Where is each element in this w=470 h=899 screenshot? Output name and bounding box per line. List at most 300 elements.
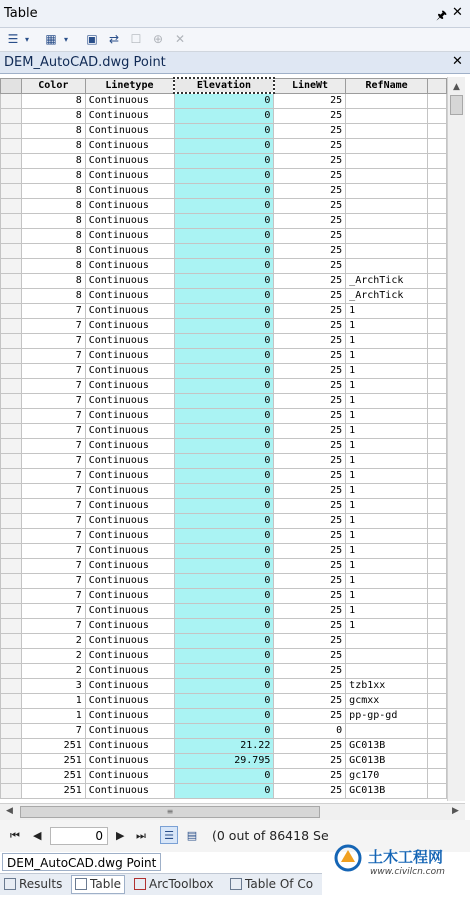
cell-color[interactable]: 251	[21, 753, 85, 768]
cell-linetype[interactable]: Continuous	[85, 543, 174, 558]
pin-icon[interactable]: 🖈	[436, 8, 448, 22]
cell-linewt[interactable]: 25	[274, 528, 346, 543]
cell-elevation[interactable]: 0	[174, 378, 274, 393]
cell-color[interactable]: 8	[21, 258, 85, 273]
cell-linewt[interactable]: 25	[274, 423, 346, 438]
cell-elevation[interactable]: 0	[174, 198, 274, 213]
table-row[interactable]	[1, 393, 447, 408]
cell-linewt[interactable]: 25	[274, 738, 346, 753]
cell-refname[interactable]: 1	[346, 558, 428, 573]
cell-linewt[interactable]: 25	[274, 393, 346, 408]
show-selected-records-icon[interactable]: ▤	[186, 828, 198, 842]
cell-linetype[interactable]: Continuous	[85, 513, 174, 528]
cell-color[interactable]: 7	[21, 363, 85, 378]
cell-linetype[interactable]: Continuous	[85, 228, 174, 243]
cell-linetype[interactable]: Continuous	[85, 198, 174, 213]
cell-elevation[interactable]: 0	[174, 678, 274, 693]
table-row[interactable]	[1, 603, 447, 618]
table-row[interactable]	[1, 498, 447, 513]
table-row[interactable]	[1, 153, 447, 168]
cell-linewt[interactable]: 25	[274, 258, 346, 273]
cell-elevation[interactable]: 0	[174, 348, 274, 363]
cell-next[interactable]	[428, 783, 447, 798]
cell-color[interactable]: 7	[21, 333, 85, 348]
cell-refname[interactable]: GC013B	[346, 783, 428, 798]
cell-linewt[interactable]: 25	[274, 348, 346, 363]
cell-next[interactable]	[428, 528, 447, 543]
cell-elevation[interactable]: 0	[174, 648, 274, 663]
cell-linewt[interactable]: 25	[274, 243, 346, 258]
cell-linewt[interactable]: 25	[274, 228, 346, 243]
cell-next[interactable]	[428, 123, 447, 138]
cell-elevation[interactable]: 0	[174, 228, 274, 243]
row-selector[interactable]	[1, 693, 22, 708]
cell-linetype[interactable]: Continuous	[85, 693, 174, 708]
table-row[interactable]	[1, 693, 447, 708]
table-row[interactable]	[1, 423, 447, 438]
cell-color[interactable]: 7	[21, 528, 85, 543]
cell-linewt[interactable]: 25	[274, 138, 346, 153]
cell-refname[interactable]: 1	[346, 513, 428, 528]
table-row[interactable]	[1, 663, 447, 678]
cell-next[interactable]	[428, 138, 447, 153]
last-record-icon[interactable]: ⏭	[136, 829, 146, 842]
cell-elevation[interactable]: 0	[174, 663, 274, 678]
close-window-icon[interactable]: ✕	[452, 5, 463, 20]
cell-color[interactable]: 1	[21, 693, 85, 708]
cell-next[interactable]	[428, 348, 447, 363]
row-selector[interactable]	[1, 438, 22, 453]
cell-color[interactable]: 2	[21, 633, 85, 648]
row-selector[interactable]	[1, 408, 22, 423]
tab-results[interactable]	[4, 876, 62, 893]
cell-refname[interactable]: 1	[346, 408, 428, 423]
tab-arctoolbox[interactable]	[134, 876, 213, 893]
cell-linetype[interactable]: Continuous	[85, 783, 174, 798]
cell-refname[interactable]: 1	[346, 498, 428, 513]
cell-linewt[interactable]: 25	[274, 618, 346, 633]
cell-refname[interactable]: pp-gp-gd	[346, 708, 428, 723]
row-selector[interactable]	[1, 558, 22, 573]
cell-refname[interactable]: 1	[346, 363, 428, 378]
cell-linetype[interactable]: Continuous	[85, 603, 174, 618]
cell-linetype[interactable]: Continuous	[85, 153, 174, 168]
cell-color[interactable]: 3	[21, 678, 85, 693]
cell-color[interactable]: 8	[21, 288, 85, 303]
delete-selected-icon[interactable]: ✕	[174, 32, 186, 46]
cell-linetype[interactable]: Continuous	[85, 288, 174, 303]
cell-refname[interactable]	[346, 93, 428, 108]
cell-linetype[interactable]: Continuous	[85, 108, 174, 123]
cell-color[interactable]: 7	[21, 408, 85, 423]
cell-linewt[interactable]: 25	[274, 543, 346, 558]
cell-linetype[interactable]: Continuous	[85, 738, 174, 753]
table-row[interactable]	[1, 723, 447, 738]
table-row[interactable]	[1, 318, 447, 333]
cell-refname[interactable]: 1	[346, 378, 428, 393]
cell-color[interactable]: 8	[21, 93, 85, 108]
cell-color[interactable]: 7	[21, 483, 85, 498]
row-selector[interactable]	[1, 678, 22, 693]
cell-color[interactable]: 7	[21, 588, 85, 603]
cell-linewt[interactable]: 25	[274, 303, 346, 318]
cell-linetype[interactable]: Continuous	[85, 258, 174, 273]
cell-linetype[interactable]: Continuous	[85, 243, 174, 258]
cell-next[interactable]	[428, 453, 447, 468]
cell-elevation[interactable]: 0	[174, 303, 274, 318]
cell-color[interactable]: 7	[21, 618, 85, 633]
row-selector[interactable]	[1, 93, 22, 108]
cell-next[interactable]	[428, 633, 447, 648]
cell-refname[interactable]: 1	[346, 453, 428, 468]
horizontal-scrollbar[interactable]	[0, 803, 465, 820]
cell-next[interactable]	[428, 198, 447, 213]
table-row[interactable]	[1, 528, 447, 543]
vertical-scrollbar[interactable]	[447, 77, 465, 801]
cell-refname[interactable]	[346, 228, 428, 243]
table-row[interactable]	[1, 303, 447, 318]
cell-linetype[interactable]: Continuous	[85, 648, 174, 663]
table-row[interactable]	[1, 558, 447, 573]
cell-linewt[interactable]: 25	[274, 363, 346, 378]
show-all-records-icon[interactable]: ☰	[160, 826, 178, 844]
cell-linewt[interactable]: 0	[274, 723, 346, 738]
cell-elevation[interactable]: 0	[174, 408, 274, 423]
table-row[interactable]	[1, 243, 447, 258]
cell-elevation[interactable]: 0	[174, 258, 274, 273]
switch-selection-icon[interactable]: ⇄	[108, 32, 120, 46]
cell-linetype[interactable]: Continuous	[85, 588, 174, 603]
cell-next[interactable]	[428, 438, 447, 453]
row-selector[interactable]	[1, 108, 22, 123]
cell-linetype[interactable]: Continuous	[85, 528, 174, 543]
cell-elevation[interactable]: 0	[174, 153, 274, 168]
cell-color[interactable]: 8	[21, 213, 85, 228]
cell-linetype[interactable]: Continuous	[85, 318, 174, 333]
cell-next[interactable]	[428, 168, 447, 183]
cell-color[interactable]: 7	[21, 498, 85, 513]
cell-next[interactable]	[428, 93, 447, 108]
table-row[interactable]	[1, 453, 447, 468]
cell-next[interactable]	[428, 498, 447, 513]
table-row[interactable]	[1, 738, 447, 753]
cell-linewt[interactable]: 25	[274, 768, 346, 783]
cell-elevation[interactable]: 0	[174, 603, 274, 618]
zoom-to-selected-icon[interactable]: ⊕	[152, 32, 164, 46]
cell-color[interactable]: 8	[21, 183, 85, 198]
cell-refname[interactable]: 1	[346, 393, 428, 408]
row-selector[interactable]	[1, 333, 22, 348]
cell-refname[interactable]	[346, 138, 428, 153]
cell-next[interactable]	[428, 573, 447, 588]
cell-refname[interactable]: gc170	[346, 768, 428, 783]
cell-elevation[interactable]: 0	[174, 723, 274, 738]
cell-next[interactable]	[428, 303, 447, 318]
cell-color[interactable]: 7	[21, 603, 85, 618]
vertical-scroll-thumb[interactable]	[450, 95, 463, 115]
table-row[interactable]	[1, 588, 447, 603]
table-row[interactable]	[1, 213, 447, 228]
cell-linewt[interactable]: 25	[274, 783, 346, 798]
cell-refname[interactable]: GC013B	[346, 738, 428, 753]
cell-linetype[interactable]: Continuous	[85, 498, 174, 513]
cell-next[interactable]	[428, 663, 447, 678]
cell-linetype[interactable]: Continuous	[85, 453, 174, 468]
cell-linewt[interactable]: 25	[274, 603, 346, 618]
row-selector[interactable]	[1, 738, 22, 753]
row-selector[interactable]	[1, 603, 22, 618]
table-row[interactable]	[1, 123, 447, 138]
cell-next[interactable]	[428, 378, 447, 393]
row-selector[interactable]	[1, 318, 22, 333]
cell-refname[interactable]	[346, 213, 428, 228]
cell-linetype[interactable]: Continuous	[85, 378, 174, 393]
cell-elevation[interactable]: 0	[174, 138, 274, 153]
cell-elevation[interactable]: 0	[174, 783, 274, 798]
cell-linewt[interactable]: 25	[274, 513, 346, 528]
cell-elevation[interactable]: 0	[174, 633, 274, 648]
row-selector[interactable]	[1, 468, 22, 483]
row-selector[interactable]	[1, 228, 22, 243]
cell-linewt[interactable]: 25	[274, 558, 346, 573]
cell-elevation[interactable]: 0	[174, 708, 274, 723]
row-selector[interactable]	[1, 213, 22, 228]
cell-next[interactable]	[428, 273, 447, 288]
row-selector[interactable]	[1, 663, 22, 678]
cell-linewt[interactable]: 25	[274, 273, 346, 288]
row-selector[interactable]	[1, 288, 22, 303]
cell-next[interactable]	[428, 423, 447, 438]
cell-next[interactable]	[428, 258, 447, 273]
chevron-down-icon[interactable]: ▾	[24, 34, 29, 44]
cell-refname[interactable]: 1	[346, 483, 428, 498]
cell-refname[interactable]: 1	[346, 318, 428, 333]
table-row[interactable]	[1, 288, 447, 303]
cell-linewt[interactable]: 25	[274, 663, 346, 678]
row-selector[interactable]	[1, 648, 22, 663]
table-row[interactable]	[1, 363, 447, 378]
cell-linewt[interactable]: 25	[274, 573, 346, 588]
cell-linetype[interactable]: Continuous	[85, 753, 174, 768]
column-header-elevation[interactable]: Elevation	[174, 78, 274, 93]
row-selector[interactable]	[1, 423, 22, 438]
cell-refname[interactable]	[346, 198, 428, 213]
row-selector[interactable]	[1, 183, 22, 198]
row-selector[interactable]	[1, 768, 22, 783]
table-row[interactable]	[1, 228, 447, 243]
cell-linewt[interactable]: 25	[274, 123, 346, 138]
cell-color[interactable]: 7	[21, 558, 85, 573]
table-row[interactable]	[1, 753, 447, 768]
cell-color[interactable]: 251	[21, 738, 85, 753]
cell-next[interactable]	[428, 753, 447, 768]
cell-elevation[interactable]: 0	[174, 588, 274, 603]
cell-elevation[interactable]: 29.795	[174, 753, 274, 768]
cell-color[interactable]: 251	[21, 783, 85, 798]
cell-linetype[interactable]: Continuous	[85, 768, 174, 783]
cell-refname[interactable]: 1	[346, 423, 428, 438]
column-header-color[interactable]: Color	[21, 78, 85, 93]
cell-color[interactable]: 7	[21, 303, 85, 318]
table-row[interactable]	[1, 408, 447, 423]
cell-linetype[interactable]: Continuous	[85, 333, 174, 348]
previous-record-icon[interactable]: ◀	[33, 829, 42, 842]
cell-refname[interactable]	[346, 663, 428, 678]
cell-linewt[interactable]: 25	[274, 153, 346, 168]
cell-linetype[interactable]: Continuous	[85, 438, 174, 453]
cell-color[interactable]: 2	[21, 648, 85, 663]
column-header-next[interactable]	[428, 78, 447, 93]
cell-next[interactable]	[428, 408, 447, 423]
row-selector[interactable]	[1, 348, 22, 363]
cell-elevation[interactable]: 0	[174, 483, 274, 498]
cell-refname[interactable]	[346, 243, 428, 258]
row-selector[interactable]	[1, 573, 22, 588]
cell-next[interactable]	[428, 153, 447, 168]
related-tables-icon[interactable]: ▦	[45, 32, 57, 46]
table-row[interactable]	[1, 93, 447, 108]
row-selector[interactable]	[1, 123, 22, 138]
cell-linewt[interactable]: 25	[274, 483, 346, 498]
cell-color[interactable]: 8	[21, 198, 85, 213]
cell-refname[interactable]: 1	[346, 438, 428, 453]
cell-next[interactable]	[428, 543, 447, 558]
row-selector[interactable]	[1, 243, 22, 258]
table-row[interactable]	[1, 333, 447, 348]
cell-linetype[interactable]: Continuous	[85, 408, 174, 423]
cell-linewt[interactable]: 25	[274, 318, 346, 333]
cell-linewt[interactable]: 25	[274, 588, 346, 603]
table-row[interactable]	[1, 573, 447, 588]
cell-refname[interactable]	[346, 633, 428, 648]
cell-elevation[interactable]: 0	[174, 333, 274, 348]
table-row[interactable]	[1, 648, 447, 663]
cell-linewt[interactable]: 25	[274, 168, 346, 183]
table-row[interactable]	[1, 348, 447, 363]
cell-refname[interactable]	[346, 153, 428, 168]
table-row[interactable]	[1, 168, 447, 183]
cell-color[interactable]: 7	[21, 348, 85, 363]
cell-linetype[interactable]: Continuous	[85, 363, 174, 378]
cell-refname[interactable]: 1	[346, 618, 428, 633]
current-record-input[interactable]: 0	[50, 827, 108, 845]
cell-refname[interactable]: 1	[346, 303, 428, 318]
cell-linetype[interactable]: Continuous	[85, 468, 174, 483]
cell-next[interactable]	[428, 768, 447, 783]
cell-color[interactable]: 7	[21, 468, 85, 483]
cell-refname[interactable]	[346, 108, 428, 123]
row-selector[interactable]	[1, 753, 22, 768]
row-selector[interactable]	[1, 153, 22, 168]
cell-color[interactable]: 7	[21, 513, 85, 528]
cell-elevation[interactable]: 0	[174, 513, 274, 528]
cell-elevation[interactable]: 0	[174, 213, 274, 228]
cell-refname[interactable]: tzb1xx	[346, 678, 428, 693]
cell-elevation[interactable]: 0	[174, 498, 274, 513]
cell-elevation[interactable]: 0	[174, 528, 274, 543]
cell-next[interactable]	[428, 243, 447, 258]
cell-elevation[interactable]: 0	[174, 183, 274, 198]
cell-next[interactable]	[428, 468, 447, 483]
row-selector[interactable]	[1, 723, 22, 738]
cell-next[interactable]	[428, 588, 447, 603]
table-row[interactable]	[1, 513, 447, 528]
cell-linetype[interactable]: Continuous	[85, 483, 174, 498]
cell-refname[interactable]	[346, 183, 428, 198]
table-row[interactable]	[1, 183, 447, 198]
cell-color[interactable]: 8	[21, 228, 85, 243]
scroll-left-icon[interactable]: ◀	[6, 806, 13, 816]
cell-elevation[interactable]: 0	[174, 573, 274, 588]
cell-elevation[interactable]: 0	[174, 393, 274, 408]
cell-elevation[interactable]: 0	[174, 693, 274, 708]
table-row[interactable]	[1, 468, 447, 483]
cell-next[interactable]	[428, 483, 447, 498]
row-selector[interactable]	[1, 198, 22, 213]
row-selector[interactable]	[1, 273, 22, 288]
cell-elevation[interactable]: 0	[174, 243, 274, 258]
cell-color[interactable]: 7	[21, 543, 85, 558]
cell-linewt[interactable]: 25	[274, 333, 346, 348]
cell-elevation[interactable]: 0	[174, 123, 274, 138]
row-selector[interactable]	[1, 258, 22, 273]
cell-refname[interactable]	[346, 258, 428, 273]
cell-linetype[interactable]: Continuous	[85, 633, 174, 648]
column-header-linewt[interactable]: LineWt	[274, 78, 346, 93]
cell-refname[interactable]: 1	[346, 348, 428, 363]
row-selector[interactable]	[1, 513, 22, 528]
table-row[interactable]	[1, 438, 447, 453]
table-row[interactable]	[1, 483, 447, 498]
cell-linewt[interactable]: 25	[274, 498, 346, 513]
cell-linetype[interactable]: Continuous	[85, 618, 174, 633]
cell-color[interactable]: 8	[21, 243, 85, 258]
cell-elevation[interactable]: 0	[174, 288, 274, 303]
cell-color[interactable]: 7	[21, 438, 85, 453]
cell-color[interactable]: 8	[21, 168, 85, 183]
cell-next[interactable]	[428, 648, 447, 663]
row-selector[interactable]	[1, 543, 22, 558]
table-row[interactable]	[1, 768, 447, 783]
table-options-icon[interactable]: ☰	[7, 32, 19, 46]
cell-next[interactable]	[428, 228, 447, 243]
cell-next[interactable]	[428, 108, 447, 123]
cell-linetype[interactable]: Continuous	[85, 183, 174, 198]
cell-linewt[interactable]: 25	[274, 198, 346, 213]
cell-elevation[interactable]: 0	[174, 273, 274, 288]
row-selector[interactable]	[1, 633, 22, 648]
cell-color[interactable]: 8	[21, 153, 85, 168]
cell-next[interactable]	[428, 558, 447, 573]
table-row[interactable]	[1, 198, 447, 213]
cell-next[interactable]	[428, 603, 447, 618]
column-header-linetype[interactable]: Linetype	[85, 78, 174, 93]
cell-linewt[interactable]: 25	[274, 678, 346, 693]
tab-table-of-contents[interactable]	[230, 876, 313, 893]
row-selector[interactable]	[1, 303, 22, 318]
table-row[interactable]	[1, 273, 447, 288]
table-row[interactable]	[1, 108, 447, 123]
cell-refname[interactable]	[346, 723, 428, 738]
cell-linetype[interactable]: Continuous	[85, 573, 174, 588]
row-selector[interactable]	[1, 618, 22, 633]
cell-elevation[interactable]: 0	[174, 318, 274, 333]
table-row[interactable]	[1, 543, 447, 558]
cell-next[interactable]	[428, 183, 447, 198]
cell-linewt[interactable]: 25	[274, 108, 346, 123]
row-selector[interactable]	[1, 138, 22, 153]
cell-color[interactable]: 251	[21, 768, 85, 783]
